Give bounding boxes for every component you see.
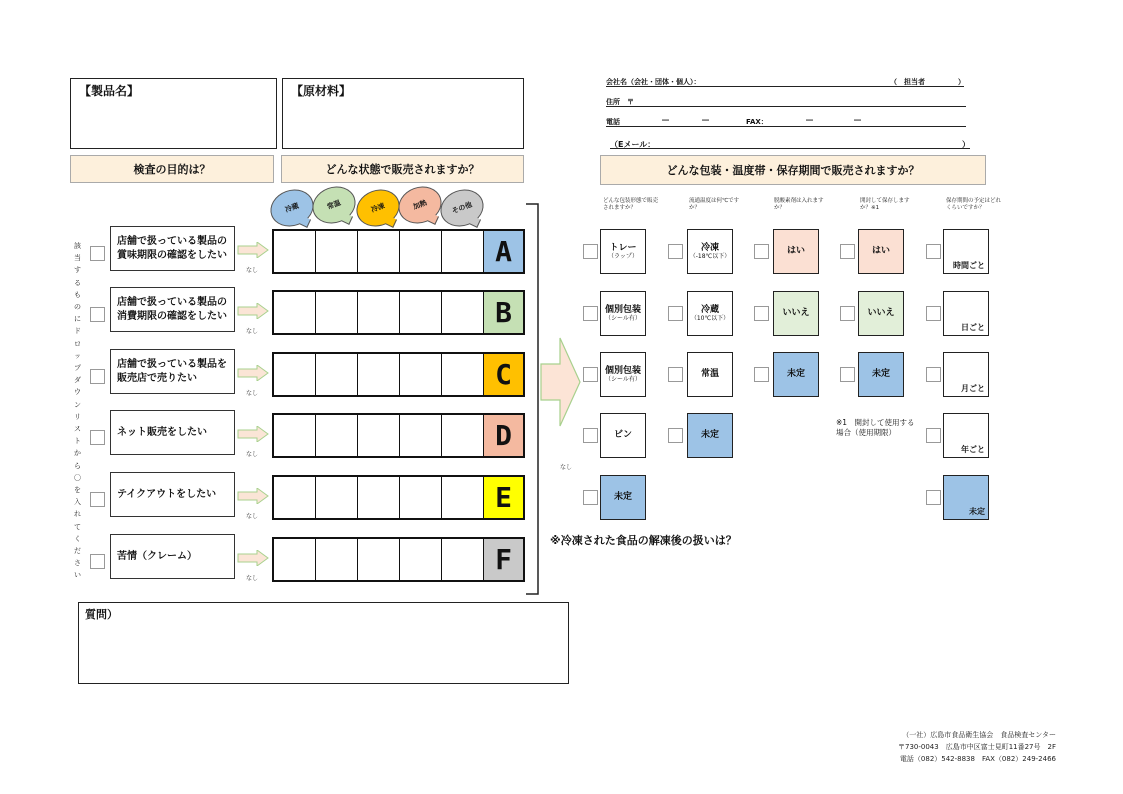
col1-option[interactable]: [600, 413, 646, 458]
bubble-4: [435, 184, 489, 233]
option-label: はい: [871, 246, 890, 257]
footer-phone: 電話（082）542-8838 FAX（082）249-2466: [899, 755, 1056, 763]
arrow-right-icon: [237, 488, 269, 504]
option-label: 冷凍: [700, 242, 719, 253]
col5-checkbox[interactable]: [926, 244, 941, 259]
bubble-tail: [469, 216, 481, 228]
selection-cell[interactable]: [358, 292, 400, 333]
col2-option[interactable]: [687, 229, 733, 274]
selection-cell[interactable]: [316, 292, 358, 333]
bubble-1: [307, 181, 361, 230]
col1-checkbox[interactable]: [583, 490, 598, 505]
arrow-right-icon: [237, 365, 269, 381]
purpose-checkbox-d[interactable]: [90, 430, 105, 445]
col2-option[interactable]: [687, 352, 733, 397]
selection-cell[interactable]: [400, 292, 442, 333]
col1-option[interactable]: [600, 475, 646, 520]
col2-checkbox[interactable]: [668, 306, 683, 321]
col4-checkbox[interactable]: [840, 306, 855, 321]
selection-row-c: [272, 352, 525, 397]
mid-nashi: なし: [560, 464, 573, 471]
option-sublabel: （シール有）: [605, 315, 641, 323]
option-label: 年ごと: [961, 445, 985, 455]
col5-checkbox[interactable]: [926, 367, 941, 382]
selection-cell[interactable]: [316, 539, 358, 580]
col2-checkbox[interactable]: [668, 428, 683, 443]
selection-cell[interactable]: [358, 415, 400, 456]
selection-cell[interactable]: [316, 231, 358, 272]
col5-option[interactable]: [943, 229, 989, 274]
selection-cell[interactable]: [316, 415, 358, 456]
option-label: 未定: [613, 492, 632, 503]
row-letter: E: [484, 477, 523, 518]
packaging-question: [600, 155, 986, 185]
option-label: 未定: [969, 507, 985, 517]
col3-option[interactable]: [773, 352, 819, 397]
purpose-checkbox-c[interactable]: [90, 369, 105, 384]
bubble-tail: [299, 216, 311, 228]
selection-cell[interactable]: [400, 477, 442, 518]
arrow-right-icon: [237, 303, 269, 319]
option-label: 常温: [700, 369, 719, 380]
option-label: 日ごと: [961, 323, 985, 333]
option-label: 未定: [700, 430, 719, 441]
questions-label: 質問）: [85, 608, 118, 621]
purpose-checkbox-a[interactable]: [90, 246, 105, 261]
col4-checkbox[interactable]: [840, 244, 855, 259]
purpose-label: テイクアウトをしたい: [117, 488, 217, 500]
bubble-label: 加熱: [412, 198, 428, 212]
selection-row-a: [272, 229, 525, 274]
col3-option[interactable]: [773, 291, 819, 336]
selection-cell[interactable]: [400, 231, 442, 272]
purpose-option-a[interactable]: [110, 226, 235, 271]
selection-cell[interactable]: [400, 415, 442, 456]
selection-cell[interactable]: [400, 354, 442, 395]
col4-checkbox[interactable]: [840, 367, 855, 382]
footer-org: （一社）広島市食品衛生協会 食品検査センター: [902, 731, 1056, 739]
selection-cell[interactable]: [274, 354, 316, 395]
sale-state-question: [281, 155, 524, 183]
option-label: トレー: [609, 242, 637, 253]
selection-cell[interactable]: [274, 477, 316, 518]
address-field[interactable]: [606, 106, 966, 107]
selection-cell[interactable]: [358, 231, 400, 272]
col5-checkbox[interactable]: [926, 490, 941, 505]
selection-cell[interactable]: [442, 415, 484, 456]
arrow-right-icon: [237, 242, 269, 258]
selection-row-d: [272, 413, 525, 458]
col4-option[interactable]: [858, 352, 904, 397]
purpose-label: 店舗で扱っている製品の消費期限の確認をしたい: [117, 297, 227, 322]
purpose-checkbox-e[interactable]: [90, 492, 105, 507]
option-label: いいえ: [782, 308, 810, 319]
footer-address: 〒730-0043 広島市中区富士見町11番27号 2F: [898, 743, 1056, 751]
purpose-option-c[interactable]: [110, 349, 235, 394]
column-header-3: 開封して保存しますか？※1: [860, 198, 910, 211]
purpose-option-d[interactable]: [110, 410, 235, 455]
phone-dash-1: ―: [662, 116, 669, 124]
row-letter: A: [484, 231, 523, 272]
bubble-tail: [427, 213, 439, 225]
frozen-question: ※冷凍された食品の解凍後の扱いは？: [550, 534, 737, 547]
selection-cell[interactable]: [274, 415, 316, 456]
questions-box[interactable]: [78, 602, 569, 684]
col1-option[interactable]: [600, 229, 646, 274]
col1-checkbox[interactable]: [583, 306, 598, 321]
purpose-checkbox-f[interactable]: [90, 554, 105, 569]
nashi-label: なし: [246, 328, 259, 335]
col3-option[interactable]: [773, 229, 819, 274]
column-header-4: 保存期間の予定はどれくらいですか？: [946, 198, 1002, 211]
col4-option[interactable]: [858, 291, 904, 336]
email-field[interactable]: [610, 148, 970, 149]
selection-cell[interactable]: [358, 354, 400, 395]
option-label: 個別包装: [604, 304, 641, 315]
option-label: いいえ: [867, 308, 895, 319]
col5-checkbox[interactable]: [926, 428, 941, 443]
nashi-label: なし: [246, 390, 259, 397]
note-1: ※1 開封して使用する場合（使用期限）: [836, 418, 915, 438]
col1-checkbox[interactable]: [583, 428, 598, 443]
selection-cell[interactable]: [442, 539, 484, 580]
col2-option[interactable]: [687, 413, 733, 458]
selection-cell[interactable]: [442, 231, 484, 272]
option-label: 個別包装: [604, 365, 641, 376]
selection-cell[interactable]: [442, 354, 484, 395]
selection-cell[interactable]: [274, 539, 316, 580]
selection-cell[interactable]: [358, 477, 400, 518]
col5-option[interactable]: [943, 413, 989, 458]
selection-cell[interactable]: [316, 477, 358, 518]
person-label: （ 担当者: [890, 78, 925, 86]
purpose-label: 店舗で扱っている製品の賞味期限の確認をしたい: [117, 236, 227, 261]
ingredients-label: 【原材料】: [291, 84, 352, 98]
purpose-option-b[interactable]: [110, 287, 235, 332]
fax-dash-2: ―: [854, 116, 861, 124]
bubble-tail: [341, 213, 353, 225]
purpose-checkbox-b[interactable]: [90, 307, 105, 322]
selection-row-e: [272, 475, 525, 520]
option-label: 冷蔵: [700, 304, 719, 315]
vertical-instruction: 該当するものにドロップダウンリストから〇を入れてください: [74, 242, 81, 580]
selection-cell[interactable]: [316, 354, 358, 395]
address-label: 住所 〒: [606, 98, 634, 106]
row-letter: C: [484, 354, 523, 395]
phone-label: 電話: [606, 118, 620, 126]
purpose-option-f[interactable]: [110, 534, 235, 579]
selection-cell[interactable]: [442, 477, 484, 518]
col3-checkbox[interactable]: [754, 367, 769, 382]
arrow-right-icon: [237, 550, 269, 566]
option-sublabel: （-18℃以下）: [689, 253, 731, 261]
row-letter: B: [484, 292, 523, 333]
fax-label: FAX：: [746, 118, 768, 126]
email-label: （Eメール：: [610, 140, 656, 149]
col2-option[interactable]: [687, 291, 733, 336]
fax-dash-1: ―: [806, 116, 813, 124]
purpose-option-e[interactable]: [110, 472, 235, 517]
option-sublabel: （シール有）: [605, 376, 641, 384]
col1-option[interactable]: [600, 291, 646, 336]
company-label: 会社名（会社・団体・個人）：: [606, 78, 701, 86]
col3-checkbox[interactable]: [754, 244, 769, 259]
big-arrow-icon: [540, 336, 582, 428]
col1-checkbox[interactable]: [583, 367, 598, 382]
purpose-label: 苦情（クレーム）: [117, 550, 197, 562]
nashi-label: なし: [246, 513, 259, 520]
column-header-2: 脱酸素剤は入れますか？: [774, 198, 824, 211]
col5-option[interactable]: [943, 475, 989, 520]
product-name-box[interactable]: [70, 78, 277, 149]
column-header-1: 流通温度は何℃ですか？: [689, 198, 740, 211]
phone-dash-2: ―: [702, 116, 709, 124]
bubble-3: [393, 181, 447, 230]
option-sublabel: （10℃以下）: [690, 315, 730, 323]
option-label: 月ごと: [961, 384, 985, 394]
option-label: 未定: [871, 369, 890, 380]
bubble-label: その他: [450, 200, 474, 216]
col2-checkbox[interactable]: [668, 244, 683, 259]
option-label: ビン: [613, 430, 632, 441]
bubble-2: [351, 184, 405, 233]
bubble-0: [265, 184, 319, 233]
bubble-label: 冷蔵: [284, 201, 300, 215]
col1-checkbox[interactable]: [583, 244, 598, 259]
bubble-tail: [385, 216, 397, 228]
selection-cell[interactable]: [274, 231, 316, 272]
column-header-0: どんな包装形態で販売されますか？: [603, 198, 659, 211]
nashi-label: なし: [246, 451, 259, 458]
purpose-label: 店舗で扱っている製品を販売店で売りたい: [117, 359, 227, 384]
col3-checkbox[interactable]: [754, 306, 769, 321]
col1-option[interactable]: [600, 352, 646, 397]
email-close: ）: [962, 140, 970, 149]
col5-option[interactable]: [943, 352, 989, 397]
col2-checkbox[interactable]: [668, 367, 683, 382]
col4-option[interactable]: [858, 229, 904, 274]
purpose-question-text: 検査の目的は？: [133, 163, 211, 176]
selection-cell[interactable]: [442, 292, 484, 333]
nashi-label: なし: [246, 575, 259, 582]
bubble-label: 冷凍: [370, 201, 386, 215]
phone-fax-field[interactable]: [606, 126, 966, 127]
row-letter: D: [484, 415, 523, 456]
col5-checkbox[interactable]: [926, 306, 941, 321]
product-name-label: 【製品名】: [79, 84, 140, 98]
bubble-label: 常温: [326, 198, 342, 212]
selection-cell[interactable]: [358, 539, 400, 580]
arrow-right-icon: [237, 426, 269, 442]
purpose-question: [70, 155, 274, 183]
ingredients-box[interactable]: [282, 78, 524, 149]
person-close: ）: [958, 78, 965, 86]
selection-cell[interactable]: [274, 292, 316, 333]
row-letter: F: [484, 539, 523, 580]
packaging-question-text: どんな包装・温度帯・保存期間で販売されますか？: [666, 164, 920, 177]
selection-row-f: [272, 537, 525, 582]
col5-option[interactable]: [943, 291, 989, 336]
selection-cell[interactable]: [400, 539, 442, 580]
sale-state-question-text: どんな状態で販売されますか？: [325, 163, 480, 176]
option-label: 時間ごと: [953, 261, 985, 271]
option-label: はい: [786, 246, 805, 257]
purpose-label: ネット販売をしたい: [117, 426, 207, 438]
nashi-label: なし: [246, 267, 259, 274]
selection-row-b: [272, 290, 525, 335]
option-label: 未定: [786, 369, 805, 380]
option-sublabel: （ラップ）: [608, 253, 638, 261]
